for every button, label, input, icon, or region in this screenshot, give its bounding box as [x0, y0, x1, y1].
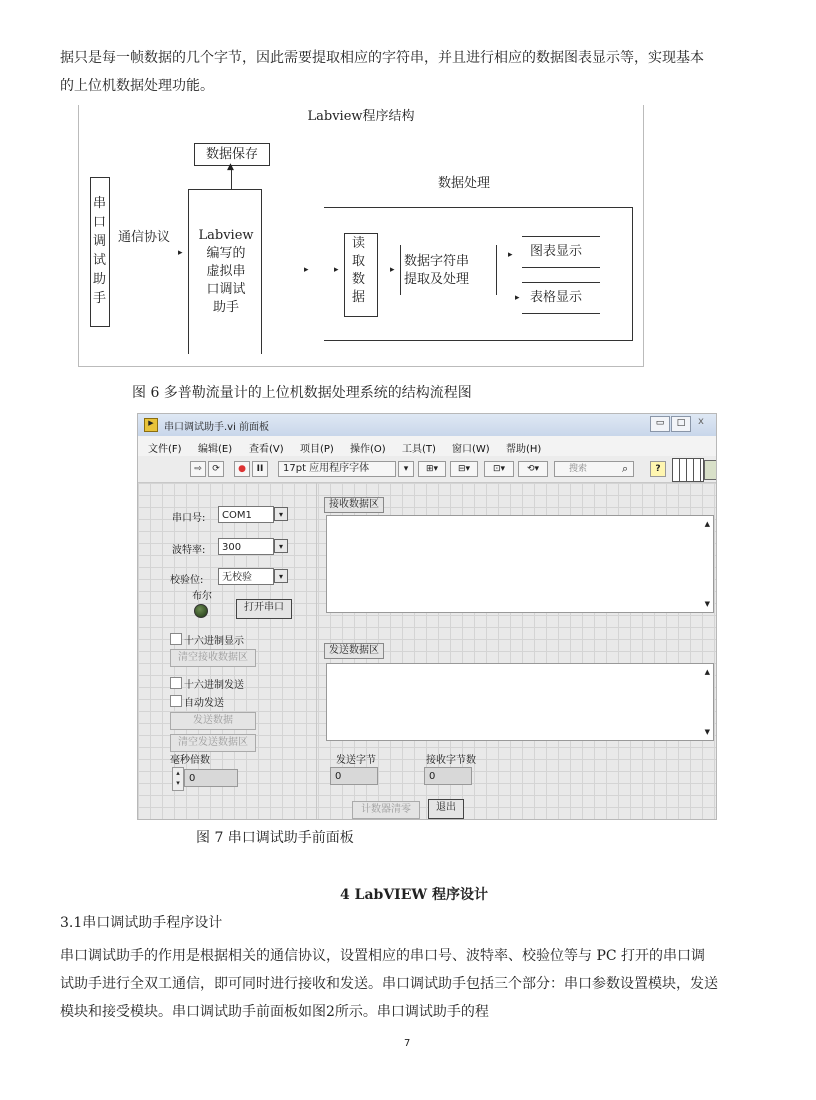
scroll-down-icon[interactable]: ▼: [704, 600, 710, 608]
figure-7-caption: 图 7 串口调试助手前面板: [196, 830, 354, 846]
chevron-down-icon[interactable]: ▾: [274, 507, 288, 521]
baud-select[interactable]: 300: [218, 538, 274, 555]
hex-send-label: 十六进制发送: [184, 680, 244, 691]
right-arrow-icon: ▸: [304, 265, 309, 275]
menu-bar: [138, 436, 716, 456]
hex-send-checkbox[interactable]: [170, 677, 182, 689]
close-icon[interactable]: x: [698, 416, 704, 427]
minimize-icon[interactable]: ▭: [650, 416, 670, 432]
extract-processing-label: 数据字符串 提取及处理: [404, 254, 470, 287]
help-icon[interactable]: ?: [650, 461, 666, 477]
chevron-down-icon[interactable]: ▾: [274, 569, 288, 583]
pause-icon[interactable]: II: [252, 461, 268, 477]
boolean-label: 布尔: [192, 591, 212, 602]
data-save-box: 数据保存: [194, 143, 270, 166]
intro-line-1: 据只是每一帧数据的几个字节，因此需要提取相应的字符串，并且进行相应的数据图表显示等，实现基本: [60, 50, 704, 66]
reset-counter-button[interactable]: 计数器清零: [352, 801, 420, 819]
read-data-box: 读 取 数 据: [352, 236, 366, 305]
body-line-2: 试助手进行全双工通信，即可同时进行接收和发送。串口调试助手包括三个部分：串口参数设置模块，发送: [60, 976, 718, 992]
intro-line-2: 的上位机数据处理功能。: [60, 78, 214, 94]
menu-help[interactable]: 帮助(H): [506, 444, 542, 455]
maximize-icon[interactable]: □: [671, 416, 691, 432]
toolbar: [138, 456, 716, 483]
send-bytes-label: 发送字节: [336, 755, 376, 766]
menu-tools[interactable]: 工具(T): [402, 444, 436, 455]
menu-file[interactable]: 文件(F): [148, 444, 182, 455]
up-arrow-icon: ▲: [227, 162, 234, 172]
figure-6-caption: 图 6 多普勒流量计的上位机数据处理系统的结构流程图: [132, 385, 472, 401]
run-arrow-icon[interactable]: ⇨: [190, 461, 206, 477]
receive-textarea[interactable]: [326, 515, 714, 613]
serial-assistant-box: 串 口 调 试 助 手: [90, 177, 110, 327]
auto-send-checkbox[interactable]: [170, 695, 182, 707]
parity-label: 校验位:: [170, 575, 204, 586]
labview-box: Labview 编写的 虚拟串 口调试 助手: [198, 228, 254, 315]
run-continuous-icon[interactable]: ⟳: [208, 461, 224, 477]
body-paragraph: [60, 942, 760, 1026]
ms-multiplier-label: 毫秒倍数: [170, 755, 210, 766]
subsection-heading: 3.1串口调试助手程序设计: [60, 915, 223, 931]
receive-area-label: 接收数据区: [324, 497, 384, 513]
right-arrow-icon: ▸: [508, 250, 513, 260]
stepper-icon[interactable]: ▴ ▾: [172, 767, 184, 791]
window-title: 串口调试助手.vi 前面板: [164, 422, 270, 433]
right-arrow-icon: ▸: [178, 248, 183, 258]
labview-icon: ▶: [144, 418, 158, 432]
page-number: 7: [404, 1038, 411, 1049]
right-arrow-icon: ▸: [390, 265, 395, 275]
figure-6-diagram: [78, 105, 644, 367]
right-arrow-icon: ▸: [515, 293, 520, 303]
recv-bytes-value: 0: [424, 767, 472, 785]
exit-button[interactable]: 退出: [428, 799, 464, 819]
port-select[interactable]: COM1: [218, 506, 274, 523]
align-icon[interactable]: ⊞▾: [418, 461, 446, 477]
table-display-box: 表格显示: [530, 290, 583, 305]
search-input[interactable]: 搜索: [554, 461, 634, 477]
menu-edit[interactable]: 编辑(E): [198, 444, 233, 455]
scroll-up-icon[interactable]: ▲: [704, 668, 710, 676]
abort-icon[interactable]: ●: [234, 461, 250, 477]
data-processing-label: 数据处理: [438, 176, 491, 191]
search-icon[interactable]: ⌕: [622, 462, 629, 475]
connector-pane-icon: [672, 458, 704, 482]
reorder-icon[interactable]: ⟲▾: [518, 461, 548, 477]
hex-display-checkbox[interactable]: [170, 633, 182, 645]
scroll-up-icon[interactable]: ▲: [704, 520, 710, 528]
figure-7-screenshot: [137, 413, 717, 820]
clear-send-button[interactable]: 清空发送数据区: [170, 734, 256, 752]
send-textarea[interactable]: [326, 663, 714, 741]
diagram-title: Labview程序结构: [307, 109, 415, 124]
auto-send-label: 自动发送: [184, 698, 224, 709]
clear-receive-button[interactable]: 清空接收数据区: [170, 649, 256, 667]
section-heading: 4 LabVIEW 程序设计: [340, 887, 488, 903]
chevron-down-icon[interactable]: ▾: [274, 539, 288, 553]
intro-paragraph: [60, 44, 760, 100]
open-port-button[interactable]: 打开串口: [236, 599, 292, 619]
led-indicator: [194, 604, 208, 618]
menu-operate[interactable]: 操作(O): [350, 444, 386, 455]
resize-icon[interactable]: ⊡▾: [484, 461, 514, 477]
hex-display-label: 十六进制显示: [184, 636, 244, 647]
baud-label: 波特率:: [172, 545, 206, 556]
ms-multiplier-input[interactable]: 0: [184, 769, 238, 787]
send-area-label: 发送数据区: [324, 643, 384, 659]
protocol-label: 通信协议: [118, 230, 171, 245]
send-data-button[interactable]: 发送数据: [170, 712, 256, 730]
chevron-down-icon[interactable]: ▾: [398, 461, 414, 477]
port-label: 串口号:: [172, 513, 206, 524]
body-line-3: 模块和接受模块。串口调试助手前面板如图2所示。串口调试助手的程: [60, 1004, 489, 1020]
distribute-icon[interactable]: ⊟▾: [450, 461, 478, 477]
parity-select[interactable]: 无校验: [218, 568, 274, 585]
body-line-1: 串口调试助手的作用是根据相关的通信协议，设置相应的串口号、波特率、校验位等与 PC 打开的串口调: [60, 948, 706, 964]
recv-bytes-label: 接收字节数: [426, 755, 476, 766]
scroll-down-icon[interactable]: ▼: [704, 728, 710, 736]
font-select[interactable]: 17pt 应用程序字体: [278, 461, 396, 477]
chart-display-box: 图表显示: [530, 244, 583, 259]
menu-view[interactable]: 查看(V): [249, 444, 284, 455]
menu-project[interactable]: 项目(P): [300, 444, 334, 455]
vi-icon: [704, 460, 717, 480]
window-titlebar: [138, 414, 716, 436]
send-bytes-value: 0: [330, 767, 378, 785]
right-arrow-icon: ▸: [334, 265, 339, 275]
front-panel: [138, 483, 716, 819]
menu-window[interactable]: 窗口(W): [452, 444, 490, 455]
